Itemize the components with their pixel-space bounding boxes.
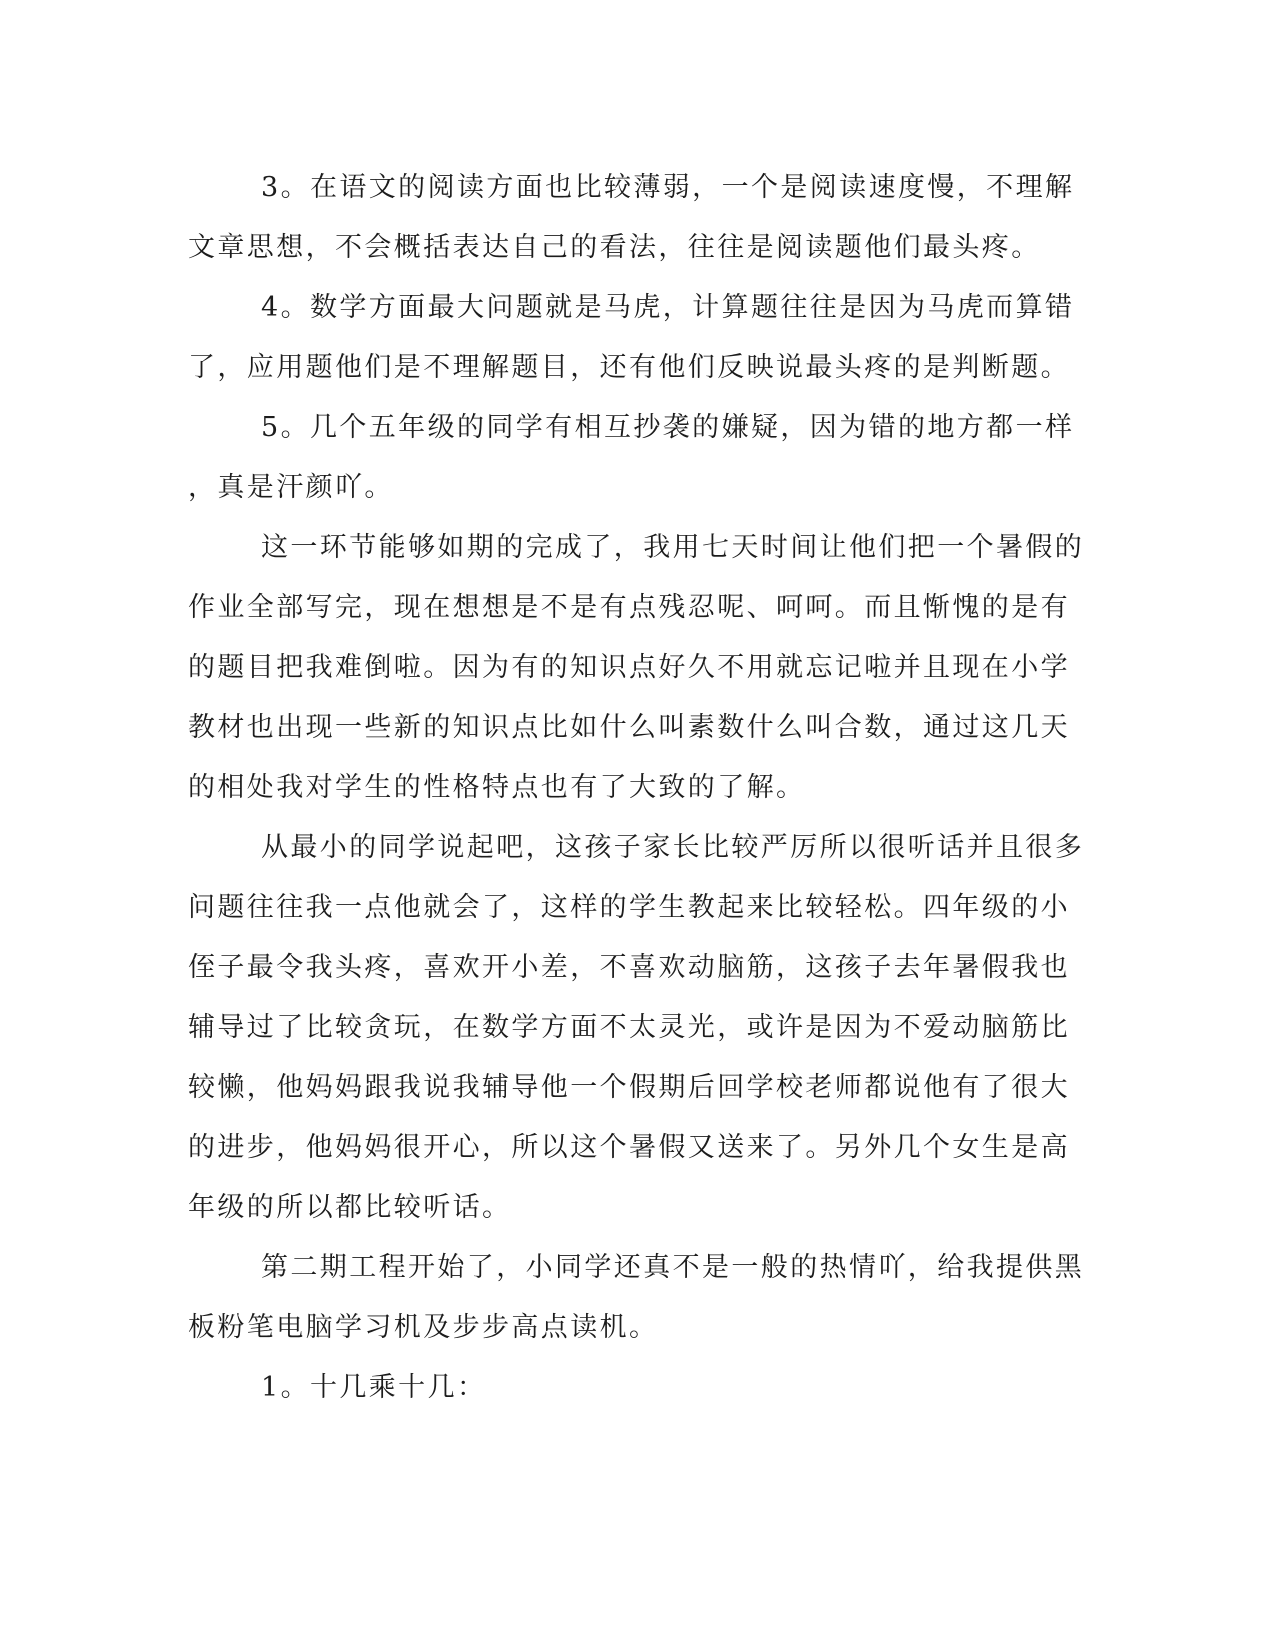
text-line: 板粉笔电脑学习机及步步高点读机。 (188, 1312, 659, 1343)
text-line: 4。数学方面最大问题就是马虎，计算题往往是因为马虎而算错 (261, 292, 1075, 323)
text-line: 的进步，他妈妈很开心，所以这个暑假又送来了。另外几个女生是高 (188, 1132, 1070, 1163)
text-line: 辅导过了比较贪玩，在数学方面不太灵光，或许是因为不爱动脑筋比 (188, 1012, 1070, 1043)
text-line: 较懒，他妈妈跟我说我辅导他一个假期后回学校老师都说他有了很大 (188, 1072, 1070, 1103)
text-line: 侄子最令我头疼，喜欢开小差，不喜欢动脑筋，这孩子去年暑假我也 (188, 952, 1070, 983)
text-line: 问题往往我一点他就会了，这样的学生教起来比较轻松。四年级的小 (188, 892, 1070, 923)
text-line: 年级的所以都比较听话。 (188, 1192, 512, 1223)
text-line: 这一环节能够如期的完成了，我用七天时间让他们把一个暑假的 (261, 532, 1085, 563)
text-line: 教材也出现一些新的知识点比如什么叫素数什么叫合数，通过这几天 (188, 712, 1070, 743)
text-line: 了，应用题他们是不理解题目，还有他们反映说最头疼的是判断题。 (188, 352, 1070, 383)
text-line: 5。几个五年级的同学有相互抄袭的嫌疑，因为错的地方都一样 (261, 412, 1075, 443)
text-line: 从最小的同学说起吧，这孩子家长比较严厉所以很听话并且很多 (261, 832, 1085, 863)
text-line: 作业全部写完，现在想想是不是有点残忍呢、呵呵。而且惭愧的是有 (188, 592, 1070, 623)
document-body (188, 158, 1085, 1418)
text-line: ，真是汗颜吖。 (188, 472, 394, 503)
text-line: 的题目把我难倒啦。因为有的知识点好久不用就忘记啦并且现在小学 (188, 652, 1070, 683)
text-line: 文章思想，不会概括表达自己的看法，往往是阅读题他们最头疼。 (188, 232, 1041, 263)
text-line: 的相处我对学生的性格特点也有了大致的了解。 (188, 772, 806, 803)
text-line: 1。十几乘十几： (261, 1372, 487, 1403)
text-line: 第二期工程开始了，小同学还真不是一般的热情吖，给我提供黑 (261, 1252, 1085, 1283)
text-line: 3。在语文的阅读方面也比较薄弱，一个是阅读速度慢，不理解 (261, 172, 1075, 203)
